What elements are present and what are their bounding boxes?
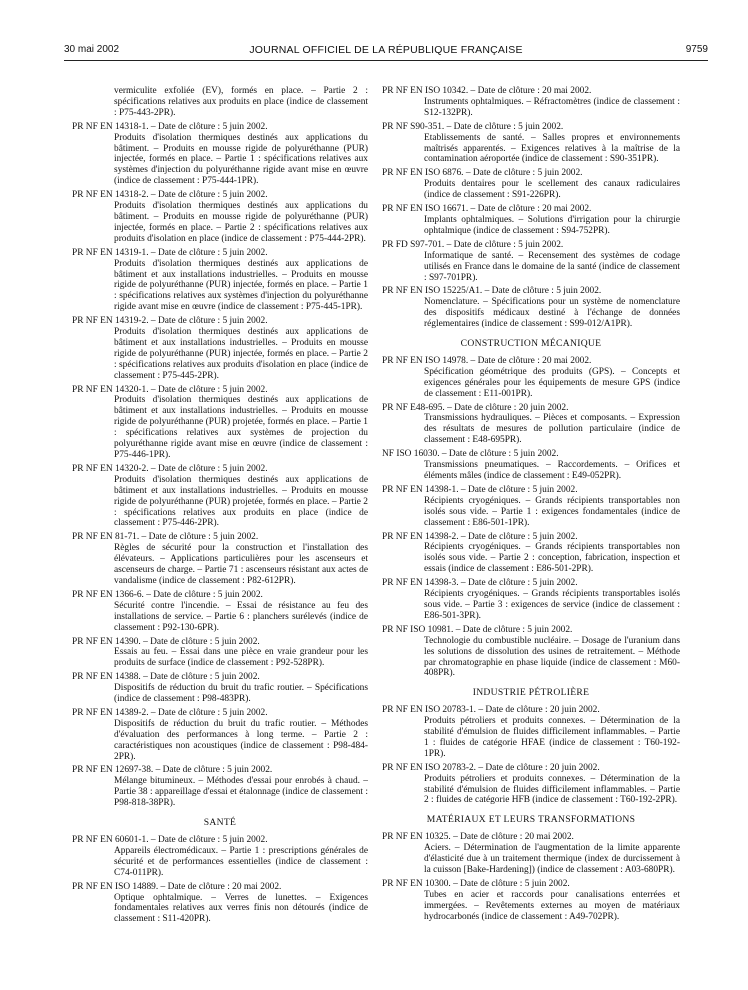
standard-entry [382,240,680,284]
standard-description: Mélange bitumineux. – Méthodes d'essai pour enrobés à chaud. – Partie 38 : appareillage d'essai et étalonnage (indice de classement : P98-818-38PR). [114,776,368,809]
standard-reference: PR NF EN 14318-2. – Date de clôture : 5 juin 2002. [72,190,268,201]
standard-reference: PR NF EN ISO 10342. – Date de clôture : 20 mai 2002. [382,86,592,96]
standard-entry [72,316,368,381]
standard-entry [72,122,368,187]
standard-description: Produits d'isolation thermiques destinés aux applications de bâtiment et aux installations industrielles. – Produits en mousse rigide de polyuréthanne (PUR) injectée, formés en place. – Partie 2 : spécifications relatives aux produits d'isolation en place (indice de classement : P75-445-2PR). [114,327,368,381]
standard-reference: PR FD S97-701. – Date de clôture : 5 juin 2002. [382,239,564,250]
standard-description: Aciers. – Détermination de l'augmentation de la limite apparente d'élasticité due à un traitement thermique (index de durcissement à la cuisson [Bake-Hardening]) (indice de classement : A03-680PR). [424,843,680,875]
standard-description: Spécification géométrique des produits (GPS). – Concepts et exigences générales pour les équipements de mesure GPS (indice de classement : E11-001PR). [424,366,680,399]
standard-description: Règles de sécurité pour la construction et l'installation des élévateurs. – Applications particulières pour les ascenseurs et ascenseurs de charge. – Partie 71 : ascenseurs résistant aux actes de vandalisme (indice de classement : P82-612PR). [114,543,368,586]
standard-reference: PR NF EN 14398-1. – Date de clôture : 5 juin 2002. [382,484,578,495]
standard-entry [382,449,680,482]
standard-reference: PR NF EN 14390. – Date de clôture : 5 juin 2002. [72,636,260,647]
right-column [382,86,680,926]
standard-reference: PR NF EN 60601-1. – Date de clôture : 5 juin 2002. [72,835,268,845]
standard-description: Produits d'isolation thermiques destinés aux applications du bâtiment. – Produits en mousse rigide de polyuréthanne (PUR) injectée, formés en place. – Partie 2 : spécifications relatives aux produits d'isolation en place (indice de classement : P75-444-2PR). [114,201,368,244]
standard-entry [72,882,368,926]
standard-reference: PR NF EN ISO 15225/A1. – Date de clôture : 5 juin 2002. [382,286,602,297]
journal-title: JOURNAL OFFICIEL DE LA RÉPUBLIQUE FRANÇAISE [249,44,523,56]
standard-entry [382,86,680,119]
standard-reference: PR NF ISO 10981. – Date de clôture : 5 juin 2002. [382,624,573,635]
standard-reference: PR NF EN 14319-1. – Date de clôture : 5 juin 2002. [72,247,268,258]
standard-reference: PR NF EN 1366-6. – Date de clôture : 5 juin 2002. [72,589,263,600]
standard-reference: PR NF EN ISO 14889. – Date de clôture : 20 mai 2002. [72,881,282,892]
standard-description: Instruments ophtalmiques. – Réfractomètres (indice de classement : S12-132PR). [424,96,680,118]
standard-description: Sécurité contre l'incendie. – Essai de résistance au feu des installations de service. – Partie 6 : planchers surélevés (indice de classement : P92-130-6PR). [114,600,368,633]
section-heading: SANTÉ [203,817,237,829]
standard-reference: PR NF S90-351. – Date de clôture : 5 juin 2002. [382,121,564,132]
standard-entry [382,532,680,576]
standard-description: Produits d'isolation thermiques destinés aux applications de bâtiment et aux installations industrielles. – Produits en mousse rigide de polyuréthanne (PUR) projetée, formés en place. – Partie 2 : spécifications relatives aux produits en place (indice de classement : P75-446-2PR). [114,474,368,529]
standard-description: Récipients cryogéniques. – Grands récipients transportables non isolés sous vide. – Partie 1 : exigences fondamentales (indice de classement : E86-501-1PR). [424,495,680,528]
standard-reference: PR NF EN ISO 16671. – Date de clôture : 20 mai 2002. [382,204,592,215]
standard-reference: PR NF EN 14388. – Date de clôture : 5 juin 2002. [72,672,260,683]
standard-entry [72,248,368,313]
standard-entry [382,879,680,923]
standard-entry [72,532,368,587]
standard-entry [72,835,368,879]
standard-entry [72,637,368,670]
standard-description: Implants ophtalmiques. – Solutions d'irrigation pour la chirurgie ophtalmique (indice de classement : S94-752PR). [424,214,680,236]
standard-description: Récipients cryogéniques. – Grands récipients transportables non isolés sous vide. – Partie 2 : conception, fabrication, inspection et essais (indice de classement : E86-501-2PR). [424,542,680,575]
standard-entry [382,485,680,529]
standard-entry [382,122,680,166]
standard-reference: PR NF EN 14398-3. – Date de clôture : 5 juin 2002. [382,578,578,589]
standard-description: Transmissions pneumatiques. – Raccordements. – Orifices et éléments mâles (indice de classement : E49-052PR). [424,460,680,481]
standard-entry [382,578,680,622]
standard-entry [382,763,680,807]
standard-description: Récipients cryogéniques. – Grands récipients transportables isolés sous vide. – Partie 3 : exigences de service (indice de classement : E86-501-3PR). [424,589,680,621]
standard-entry [72,590,368,634]
standard-description: Technologie du combustible nucléaire. – Dosage de l'uranium dans les solutions de dissolution des usines de retraitement. – Méthode par chromatographie en phase liquide (indice de classement : M60-408PR). [424,635,680,679]
standard-reference: PR NF EN 81-71. – Date de clôture : 5 juin 2002. [72,532,259,543]
continued-text: vermiculite exfoliée (EV), formés en place. – Partie 2 : spécifications relatives aux produits en place (indice de classement : P75-443-2PR). [114,86,368,118]
standard-reference: PR NF EN 14318-1. – Date de clôture : 5 juin 2002. [72,121,268,132]
standard-description: Dispositifs de réduction du bruit du trafic routier. – Spécifications (indice de classement : P98-483PR). [114,683,368,705]
standard-description: Essais au feu. – Essai dans une pièce en vraie grandeur pour les produits de surface (indice de classement : P92-528PR). [114,647,368,669]
standard-entry [382,625,680,680]
standard-description: Transmissions hydrauliques. – Pièces et composants. – Expression des résultats de mesures de pollution particulaire (indice de classement : E48-695PR). [424,413,680,446]
standard-description: Produits d'isolation thermiques destinés aux applications de bâtiment et aux installations industrielles. – Produits en mousse rigide de polyuréthanne (PUR) injectée, formés en place. – Partie 1 : spécifications relatives aux systèmes d'injection du polyuréthanne rigide avant mise en œuvre (indice de classement : P75-445-1PR). [114,258,368,313]
standard-reference: PR NF EN 14319-2. – Date de clôture : 5 juin 2002. [72,316,268,327]
standard-description: Produits dentaires pour le scellement des canaux radiculaires (indice de classement : S91-226PR). [424,179,680,201]
standard-entry [382,286,680,330]
standard-reference: PR NF EN 10325. – Date de clôture : 20 mai 2002. [382,832,574,843]
standard-entry [72,765,368,809]
page-number: 9759 [685,44,708,55]
standard-reference: PR NF EN 14320-1. – Date de clôture : 5 juin 2002. [72,384,268,395]
standard-description: Appareils électromédicaux. – Partie 1 : prescriptions générales de sécurité et de performances essentielles (indice de classement : C74-011PR). [114,845,368,878]
standard-description: Produits d'isolation thermiques destinés aux applications du bâtiment. – Produits en mousse rigide de polyuréthanne (PUR) injectée, formés en place. – Partie 1 : spécifications relatives aux systèmes d'injection du polyuréthanne rigide avant mise en œuvre (indice de classement : P75-444-1PR). [114,132,368,187]
standard-reference: PR NF EN ISO 20783-2. – Date de clôture : 20 juin 2002. [382,762,600,773]
standard-reference: PR NF EN 14398-2. – Date de clôture : 5 juin 2002. [382,531,578,542]
standard-reference: PR NF EN ISO 6876. – Date de clôture : 5 juin 2002. [382,168,583,179]
standard-reference: PR NF E48-695. – Date de clôture : 20 juin 2002. [382,402,569,413]
standard-entry [382,705,680,760]
standard-description: Nomenclature. – Spécifications pour un système de nomenclature des dispositifs médicaux destiné à l'échange de données réglementaires (indice de classement : S99-012/A1PR). [424,297,680,330]
standard-entry [72,708,368,763]
page-header [64,44,708,61]
standard-entry [72,672,368,705]
standard-description: Dispositifs de réduction du bruit du trafic routier. – Méthodes d'évaluation des performances à long terme. – Partie 2 : caractéristiques non acoustiques (indice de classement : P98-484-2PR). [114,718,368,762]
section-heading: INDUSTRIE PÉTROLIÈRE [472,687,590,699]
standard-description: Etablissements de santé. – Salles propres et environnements maîtrisés apparentés. – Exigences relatives à la maîtrise de la contamination aéroportée (indice de classement : S90-351PR). [424,132,680,165]
standard-description: Optique ophtalmique. – Verres de lunettes. – Exigences fondamentales relatives aux verres finis non détourés (indice de classement : S11-420PR). [114,892,368,925]
standard-reference: NF ISO 16030. – Date de clôture : 5 juin 2002. [382,449,559,460]
standard-entry [382,204,680,237]
section-heading: MATÉRIAUX ET LEURS TRANSFORMATIONS [426,814,636,826]
standard-entry [382,168,680,201]
standard-description: Produits d'isolation thermiques destinés aux applications de bâtiment et aux installations industrielles. – Produits en mousse rigide de polyuréthanne (PUR) projetée, formés en place. – Partie 1 : spécifications relatives aux systèmes de projection du polyuréthanne rigide avant mise en œuvre (indice de classement : P75-446-1PR). [114,395,368,460]
header-date: 30 mai 2002 [64,44,120,55]
section-heading: CONSTRUCTION MÉCANIQUE [460,338,602,350]
standard-reference: PR NF EN 10300. – Date de clôture : 5 juin 2002. [382,878,570,889]
standard-description: Produits pétroliers et produits connexes. – Détermination de la stabilité d'émulsion de fluides difficilement inflammables. – Partie 2 : fluides de catégorie HFB (indice de classement : T60-192-2PR). [424,773,680,806]
standard-reference: PR NF EN ISO 14978. – Date de clôture : 20 mai 2002. [382,355,592,366]
standard-description: Informatique de santé. – Recensement des systèmes de codage utilisés en France dans le domaine de la santé (indice de classement : S97-701PR). [424,250,680,283]
standard-entry [382,356,680,400]
standard-reference: PR NF EN 14320-2. – Date de clôture : 5 juin 2002. [72,463,268,474]
standard-entry [72,385,368,461]
standard-reference: PR NF EN 14389-2. – Date de clôture : 5 juin 2002. [72,707,268,718]
standard-entry [72,190,368,245]
standard-entry [72,464,368,529]
standard-entry [382,403,680,447]
standard-entry [382,832,680,876]
left-column [72,86,368,928]
standard-description: Tubes en acier et raccords pour canalisations enterrées et immergées. – Revêtements externes au moyen de matériaux hydrocarbonés (indice de classement : A49-702PR). [424,889,680,922]
standard-reference: PR NF EN ISO 20783-1. – Date de clôture : 20 juin 2002. [382,705,600,716]
standard-description: Produits pétroliers et produits connexes. – Détermination de la stabilité d'émulsion de fluides difficilement inflammables. – Partie 1 : fluides de catégorie HFAE (indice de classement : T60-192-1PR). [424,716,680,759]
standard-reference: PR NF EN 12697-38. – Date de clôture : 5 juin 2002. [72,765,273,776]
